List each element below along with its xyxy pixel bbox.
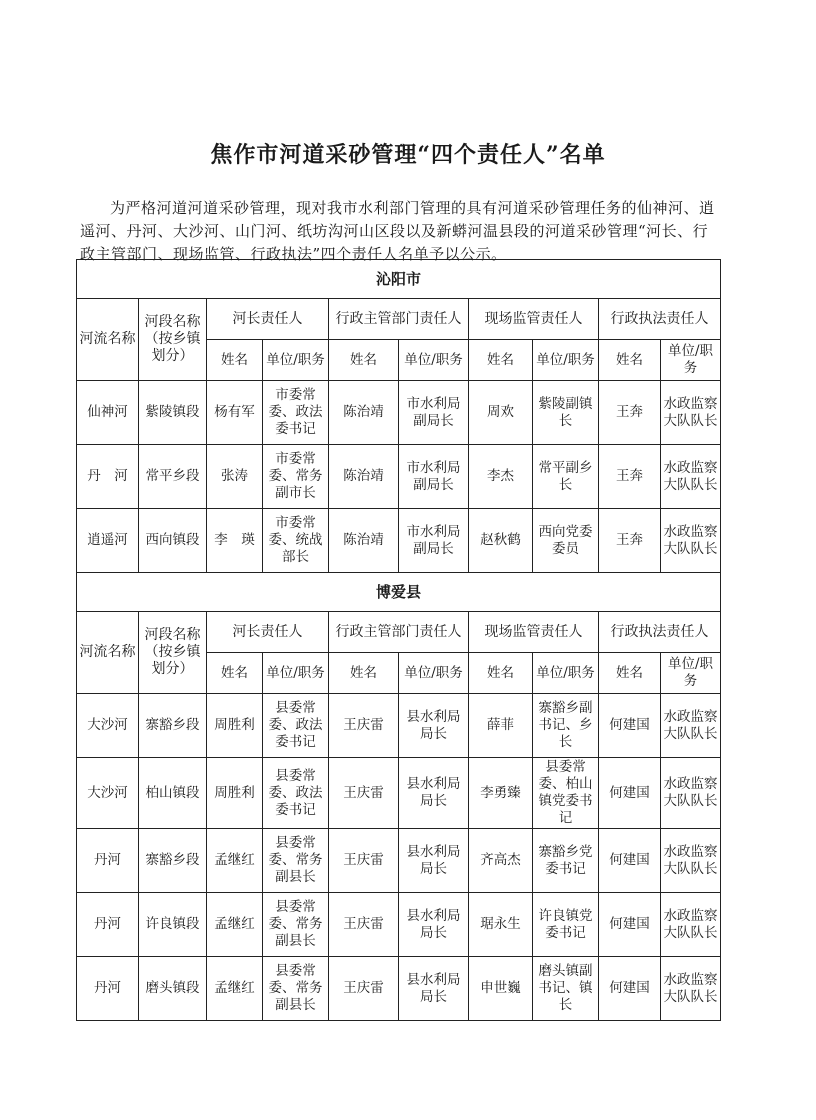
page-title: 焦作市河道采砂管理“四个责任人”名单 xyxy=(210,142,606,168)
cell-admin-unit: 县水利局局长 xyxy=(399,893,469,957)
cell-segment: 寨豁乡段 xyxy=(139,694,207,758)
header-segment: 河段名称（按乡镇划分） xyxy=(139,299,207,381)
cell-site-name: 齐高杰 xyxy=(469,829,533,893)
header-name: 姓名 xyxy=(329,653,399,694)
cell-law-name: 何建国 xyxy=(599,893,661,957)
cell-river: 丹河 xyxy=(77,893,139,957)
table-row xyxy=(77,509,721,573)
header-group-law: 行政执法责任人 xyxy=(599,299,721,340)
cell-segment: 磨头镇段 xyxy=(139,957,207,1021)
header-group-chief: 河长责任人 xyxy=(207,299,329,340)
cell-river: 大沙河 xyxy=(77,758,139,829)
cell-chief-name: 孟继红 xyxy=(207,957,263,1021)
cell-river: 大沙河 xyxy=(77,694,139,758)
cell-chief-unit: 市委常委、统战部长 xyxy=(263,509,329,573)
cell-site-unit: 许良镇党委书记 xyxy=(533,893,599,957)
region-row xyxy=(77,573,721,612)
cell-site-unit: 紫陵副镇长 xyxy=(533,381,599,445)
cell-site-unit: 寨豁乡副书记、乡长 xyxy=(533,694,599,758)
cell-segment: 许良镇段 xyxy=(139,893,207,957)
cell-law-unit: 水政监察大队队长 xyxy=(661,509,721,573)
cell-site-name: 赵秋鹤 xyxy=(469,509,533,573)
cell-law-unit: 水政监察大队队长 xyxy=(661,381,721,445)
header-unit: 单位/职务 xyxy=(263,653,329,694)
table-row xyxy=(77,694,721,758)
table-row xyxy=(77,829,721,893)
cell-river: 逍遥河 xyxy=(77,509,139,573)
cell-site-name: 琚永生 xyxy=(469,893,533,957)
cell-site-name: 李杰 xyxy=(469,445,533,509)
cell-site-unit: 县委常委、柏山镇党委书记 xyxy=(533,758,599,829)
header-group-site: 现场监管责任人 xyxy=(469,299,599,340)
cell-admin-name: 陈治靖 xyxy=(329,381,399,445)
cell-law-unit: 水政监察大队队长 xyxy=(661,829,721,893)
cell-law-name: 王奔 xyxy=(599,381,661,445)
header-unit: 单位/职务 xyxy=(263,340,329,381)
cell-chief-unit: 县委常委、常务副县长 xyxy=(263,957,329,1021)
cell-segment: 寨豁乡段 xyxy=(139,829,207,893)
cell-admin-unit: 县水利局局长 xyxy=(399,829,469,893)
header-unit: 单位/职务 xyxy=(533,340,599,381)
intro-paragraph: 为严格河道河道采砂管理，现对我市水利部门管理的具有河道采砂管理任务的仙神河、逍遥河、丹河、大沙河、山门河、纸坊沟河山区段以及新蟒河温县段的河道采砂管理“河长、行政主管部门、现场监管、行政执法”四个责任人名单予以公示。 xyxy=(80,199,715,263)
header-unit: 单位/职务 xyxy=(533,653,599,694)
cell-site-unit: 寨豁乡党委书记 xyxy=(533,829,599,893)
cell-site-unit: 常平副乡长 xyxy=(533,445,599,509)
table-row xyxy=(77,957,721,1021)
table-row xyxy=(77,758,721,829)
cell-chief-unit: 县委常委、常务副县长 xyxy=(263,893,329,957)
cell-segment: 柏山镇段 xyxy=(139,758,207,829)
cell-admin-name: 王庆雷 xyxy=(329,758,399,829)
table-row xyxy=(77,893,721,957)
cell-law-name: 何建国 xyxy=(599,758,661,829)
cell-site-name: 申世巍 xyxy=(469,957,533,1021)
table-row xyxy=(77,445,721,509)
cell-admin-unit: 市水利局副局长 xyxy=(399,445,469,509)
header-name: 姓名 xyxy=(469,340,533,381)
group-header-row xyxy=(77,299,721,340)
cell-law-name: 何建国 xyxy=(599,694,661,758)
cell-admin-unit: 市水利局副局长 xyxy=(399,509,469,573)
cell-chief-name: 李 瑛 xyxy=(207,509,263,573)
cell-admin-unit: 市水利局副局长 xyxy=(399,381,469,445)
cell-chief-unit: 县委常委、政法委书记 xyxy=(263,758,329,829)
cell-chief-name: 孟继红 xyxy=(207,829,263,893)
cell-chief-name: 杨有军 xyxy=(207,381,263,445)
header-group-site: 现场监管责任人 xyxy=(469,612,599,653)
cell-law-unit: 水政监察大队队长 xyxy=(661,445,721,509)
cell-site-unit: 磨头镇副书记、镇长 xyxy=(533,957,599,1021)
cell-river: 丹河 xyxy=(77,829,139,893)
cell-admin-name: 陈治靖 xyxy=(329,445,399,509)
header-name: 姓名 xyxy=(207,653,263,694)
cell-law-unit: 水政监察大队队长 xyxy=(661,893,721,957)
cell-site-name: 薛菲 xyxy=(469,694,533,758)
cell-chief-name: 周胜利 xyxy=(207,758,263,829)
cell-admin-name: 陈治靖 xyxy=(329,509,399,573)
cell-law-name: 王奔 xyxy=(599,509,661,573)
cell-segment: 紫陵镇段 xyxy=(139,381,207,445)
cell-law-name: 何建国 xyxy=(599,829,661,893)
header-segment: 河段名称（按乡镇划分） xyxy=(139,612,207,694)
cell-chief-unit: 市委常委、政法委书记 xyxy=(263,381,329,445)
cell-site-unit: 西向党委委员 xyxy=(533,509,599,573)
cell-law-unit: 水政监察大队队长 xyxy=(661,957,721,1021)
header-unit: 单位/职务 xyxy=(399,340,469,381)
region-row xyxy=(77,260,721,299)
header-group-chief: 河长责任人 xyxy=(207,612,329,653)
cell-admin-name: 王庆雷 xyxy=(329,893,399,957)
cell-chief-unit: 市委常委、常务副市长 xyxy=(263,445,329,509)
cell-law-name: 王奔 xyxy=(599,445,661,509)
cell-admin-name: 王庆雷 xyxy=(329,694,399,758)
cell-river: 仙神河 xyxy=(77,381,139,445)
cell-law-unit: 水政监察大队队长 xyxy=(661,694,721,758)
header-name: 姓名 xyxy=(207,340,263,381)
cell-chief-unit: 县委常委、政法委书记 xyxy=(263,694,329,758)
region-name: 博爱县 xyxy=(77,573,721,612)
region-name: 沁阳市 xyxy=(77,260,721,299)
header-group-admin: 行政主管部门责任人 xyxy=(329,299,469,340)
header-river: 河流名称 xyxy=(77,299,139,381)
cell-law-name: 何建国 xyxy=(599,957,661,1021)
responsibility-table xyxy=(76,259,721,1021)
cell-site-name: 李勇臻 xyxy=(469,758,533,829)
cell-admin-unit: 县水利局局长 xyxy=(399,694,469,758)
table-row xyxy=(77,381,721,445)
header-unit: 单位/职务 xyxy=(661,653,721,694)
cell-segment: 常平乡段 xyxy=(139,445,207,509)
group-header-row xyxy=(77,612,721,653)
cell-admin-name: 王庆雷 xyxy=(329,829,399,893)
header-group-law: 行政执法责任人 xyxy=(599,612,721,653)
cell-chief-name: 孟继红 xyxy=(207,893,263,957)
cell-law-unit: 水政监察大队队长 xyxy=(661,758,721,829)
header-name: 姓名 xyxy=(329,340,399,381)
cell-river: 丹 河 xyxy=(77,445,139,509)
cell-admin-unit: 县水利局局长 xyxy=(399,758,469,829)
header-river: 河流名称 xyxy=(77,612,139,694)
header-unit: 单位/职务 xyxy=(661,340,721,381)
cell-segment: 西向镇段 xyxy=(139,509,207,573)
cell-admin-name: 王庆雷 xyxy=(329,957,399,1021)
cell-site-name: 周欢 xyxy=(469,381,533,445)
cell-river: 丹河 xyxy=(77,957,139,1021)
header-name: 姓名 xyxy=(599,653,661,694)
header-unit: 单位/职务 xyxy=(399,653,469,694)
cell-chief-name: 张涛 xyxy=(207,445,263,509)
header-name: 姓名 xyxy=(599,340,661,381)
header-name: 姓名 xyxy=(469,653,533,694)
cell-chief-unit: 县委常委、常务副县长 xyxy=(263,829,329,893)
cell-chief-name: 周胜利 xyxy=(207,694,263,758)
header-group-admin: 行政主管部门责任人 xyxy=(329,612,469,653)
cell-admin-unit: 县水利局局长 xyxy=(399,957,469,1021)
